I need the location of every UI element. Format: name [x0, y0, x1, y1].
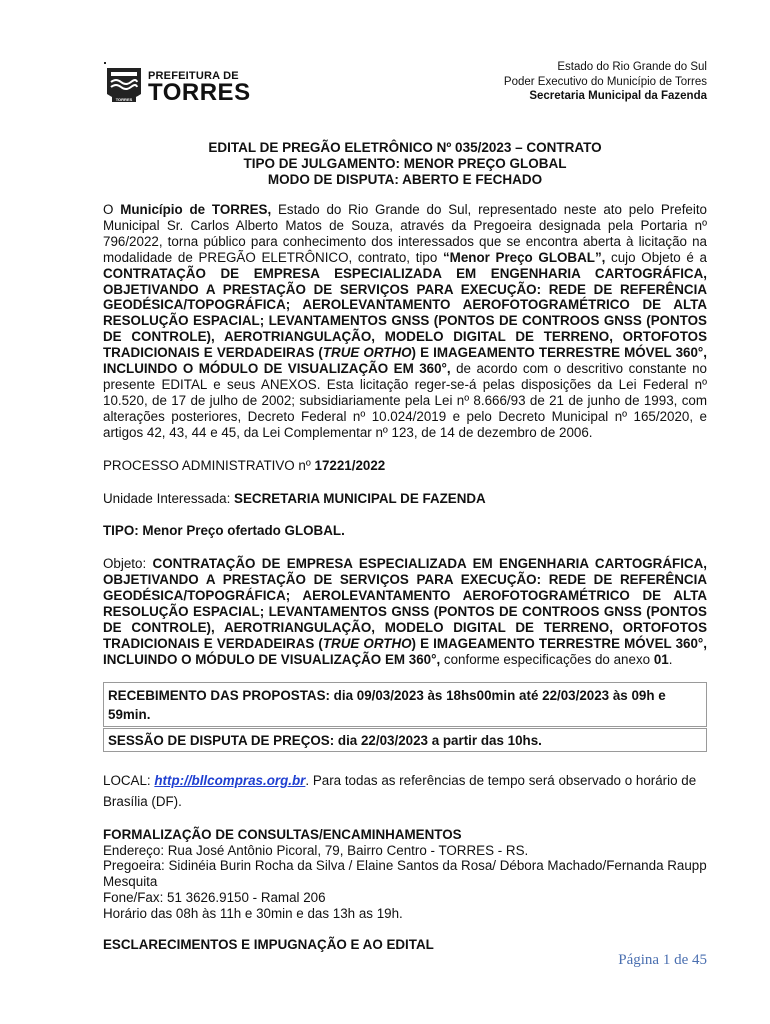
intro-objeto: CONTRATAÇÃO DE EMPRESA ESPECIALIZADA EM ENGENHARIA CARTOGRÁFICA, OBJETIVANDO A PRESTAÇÃO DE SERVIÇOS PARA EXECUÇÃO: REDE DE REFERÊNCIA GEODÉSICA/TOPOGRÁFICA; AEROLEVANTAMENTO AEROFOTOGRAMÉTRICO DE ALTA RESOLUÇÃO ESPACIAL; LEVANTAMENTOS GNSS (PONTOS DE CONTROOS GNSS (PONTOS DE CONTROLE), AEROTRIANGULAÇÃO, MODELO DIGITAL DE TERRENO, ORTOFOTOS TRADICIONAIS E VERDADEIRAS ( — [103, 265, 707, 361]
formalizacao-horario: Horário das 08h às 11h e 30min e das 13h as 19h. — [103, 906, 403, 922]
edital-titles — [103, 140, 707, 188]
formalizacao-endereco: Endereço: Rua José Antônio Picoral, 79, Bairro Centro - TORRES - RS. — [103, 842, 529, 858]
document-body — [103, 202, 707, 953]
header-executive: Poder Executivo do Município de Torres — [503, 75, 707, 88]
logo-line-2: TORRES — [148, 79, 251, 106]
unidade-value: SECRETARIA MUNICIPAL DE FAZENDA — [234, 490, 486, 506]
logo-line-1: PREFEITURA DE — [148, 70, 239, 82]
intro-text-3: cujo Objeto é a — [605, 249, 707, 265]
unidade-line — [103, 491, 707, 507]
city-crest-icon — [104, 58, 144, 106]
page-number: Página 1 de 45 — [618, 952, 707, 968]
processo-line — [103, 458, 707, 474]
formalizacao-heading: FORMALIZAÇÃO DE CONSULTAS/ENCAMINHAMENTOS — [103, 826, 462, 842]
title-edital: EDITAL DE PREGÃO ELETRÔNICO Nº 035/2023 – CONTRATO — [208, 140, 602, 155]
tipo-value: : Menor Preço ofertado GLOBAL. — [134, 523, 345, 539]
objeto-text-end: ) E IMAGEAMENTO TERRESTRE MÓVEL 360°, INCLUINDO O MÓDULO DE VISUALIZAÇÃO EM 360°, — [103, 635, 707, 667]
processo-label: PROCESSO ADMINISTRATIVO nº — [103, 457, 315, 473]
sessao-box: SESSÃO DE DISPUTA DE PREÇOS: dia 22/03/2023 a partir das 10hs. — [103, 728, 707, 752]
prefeitura-logo — [104, 58, 251, 108]
intro-municipio: Município de TORRES, — [120, 202, 272, 217]
local-paragraph — [103, 770, 707, 812]
intro-objeto-end: ) E IMAGEAMENTO TERRESTRE MÓVEL 360°, INCLUINDO O MÓDULO DE VISUALIZAÇÃO EM 360°, — [103, 345, 707, 377]
header-state: Estado do Rio Grande do Sul — [557, 61, 707, 73]
tipo-label: TIPO — [103, 523, 135, 539]
title-julgamento: TIPO DE JULGAMENTO: MENOR PREÇO GLOBAL — [243, 156, 567, 171]
objeto-conforme: conforme especificações do anexo — [440, 651, 654, 667]
recebimento-box: RECEBIMENTO DAS PROPOSTAS: dia 09/03/2023 às 18hs00min até 22/03/2023 às 09h e 59min. — [103, 682, 707, 727]
unidade-label: Unidade Interessada: — [103, 490, 235, 506]
intro-paragraph — [103, 202, 707, 441]
intro-tipo: “Menor Preço GLOBAL”, — [442, 249, 606, 265]
objeto-label: Objeto: — [103, 556, 153, 572]
bll-compras-link[interactable]: http://bllcompras.org.br — [154, 772, 306, 788]
intro-text-2: Estado do Rio Grande do Sul, representado neste ato pelo Prefeito Municipal Sr. Carlos Alberto Matos de Souza, através da Pregoeira designada pela Portaria nº 796/2022, torna público para conhecimento dos interessados que se encontra aberta à licitação na modalidade de PREGÃO ELETRÔNICO, contrato, tipo — [103, 202, 708, 265]
svg-text:TORRES: TORRES — [115, 97, 133, 102]
intro-text-1: O — [103, 202, 121, 217]
title-disputa: MODO DE DISPUTA: ABERTO E FECHADO — [267, 172, 543, 187]
formalizacao-fone: Fone/Fax: 51 3626.9150 - Ramal 206 — [103, 890, 326, 906]
processo-number: 17221/2022 — [314, 457, 386, 473]
document-header — [504, 60, 707, 104]
intro-true-ortho: TRUE ORTHO — [322, 345, 412, 361]
objeto-paragraph — [103, 556, 707, 667]
esclarecimentos-heading: ESCLARECIMENTOS E IMPUGNAÇÃO E AO EDITAL — [103, 937, 434, 953]
intro-text-4: de acordo com o descritivo constante no presente EDITAL e seus ANEXOS. Esta licitação reger-se-á pelas disposições da Lei Federal nº 10.520, de 17 de julho de 2002; subsidiariamente pela Lei nº 8.666/93 de 21 de junho de 1993, com alterações posteriores, Decreto Federal nº 10.024/2019 e pelo Decreto Municipal nº 165/2020, e artigos 42, 43, 44 e 45, da Lei Complementar nº 123, de 14 de dezembro de 2006. — [103, 361, 707, 440]
local-text: . Para todas as referências de tempo será observado o horário de Brasília (DF). — [103, 772, 697, 809]
header-secretariat: Secretaria Municipal da Fazenda — [529, 90, 707, 102]
objeto-text: CONTRATAÇÃO DE EMPRESA ESPECIALIZADA EM ENGENHARIA CARTOGRÁFICA, OBJETIVANDO A PRESTAÇÃO DE SERVIÇOS PARA EXECUÇÃO: REDE DE REFERÊNCIA GEODÉSICA/TOPOGRÁFICA; AEROLEVANTAMENTO AEROFOTOGRAMÉTRICO DE ALTA RESOLUÇÃO ESPACIAL; LEVANTAMENTOS GNSS (PONTOS DE CONTROOS GNSS (PONTOS DE CONTROLE), AEROTRIANGULAÇÃO, MODELO DIGITAL DE TERRENO, ORTOFOTOS TRADICIONAIS E VERDADEIRAS ( — [103, 556, 707, 651]
tipo-line — [103, 523, 707, 539]
formalizacao-pregoeira: Pregoeira: Sidinéia Burin Rocha da Silva / Elaine Santos da Rosa/ Débora Machado/Fernanda Raupp Mesquita — [103, 858, 707, 890]
objeto-true-ortho: TRUE ORTHO — [322, 635, 412, 651]
objeto-period: . — [668, 651, 673, 667]
objeto-anexo: 01 — [653, 651, 669, 667]
local-label: LOCAL: — [103, 772, 155, 788]
